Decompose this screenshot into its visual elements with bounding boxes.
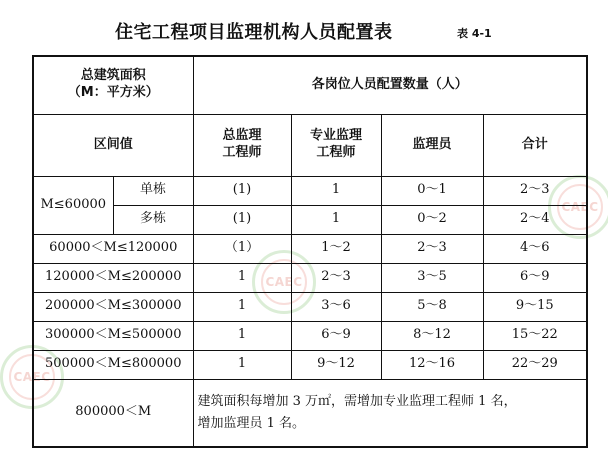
table-row [33,234,587,263]
header-specialist-engineer [291,114,381,176]
header-total: 合计 [483,114,587,176]
supervisor-cell: 5～8 [381,292,483,321]
header-chief-engineer [193,114,291,176]
header-supervisor: 监理员 [381,114,483,176]
table-row [33,321,587,350]
table-row [33,263,587,292]
chief-cell: 1 [193,292,291,321]
table-row [33,350,587,379]
specialist-cell: 2～3 [291,263,381,292]
range-cell: 300000＜M≤500000 [33,321,193,350]
sub-range-cell: 单栋 [113,176,193,205]
page-title: 住宅工程项目监理机构人员配置表 [115,22,393,43]
chief-cell: （1） [193,234,291,263]
header-range: 区间值 [33,114,193,176]
header-staffing-count: 各岗位人员配置数量（人） [193,56,587,114]
specialist-cell: 1 [291,176,381,205]
total-cell: 6～9 [483,263,587,292]
header-total-area-unit: （M：平方米） [67,85,159,101]
supervisor-cell: 0～2 [381,205,483,234]
supervisor-cell: 0～1 [381,176,483,205]
specialist-cell: 9～12 [291,350,381,379]
total-cell: 22～29 [483,350,587,379]
total-cell: 15～22 [483,321,587,350]
specialist-cell: 3～6 [291,292,381,321]
chief-cell: (1) [193,205,291,234]
range-cell: M≤60000 [33,176,113,234]
watermark-text: CAEC [265,275,303,289]
chief-cell: 1 [193,321,291,350]
table-row [33,205,587,234]
header-total-area-label: 总建筑面积 [80,68,146,84]
chief-cell: (1) [193,176,291,205]
header-total-area [33,56,193,114]
supervisor-cell: 8～12 [381,321,483,350]
range-cell: 200000＜M≤300000 [33,292,193,321]
sub-range-cell: 多栋 [113,205,193,234]
header-chief-engineer-line2: 工程师 [222,145,262,160]
range-cell: 120000＜M≤200000 [33,263,193,292]
watermark-text: CAEC [13,370,51,384]
total-cell: 2～4 [483,205,587,234]
header-specialist-engineer-line1: 专业监理 [309,128,362,144]
chief-cell: 1 [193,263,291,292]
supervisor-cell: 3～5 [381,263,483,292]
title-row [0,18,608,48]
supervisor-cell: 2～3 [381,234,483,263]
range-cell: 800000＜M [33,379,193,447]
table-row [33,292,587,321]
total-cell: 4～6 [483,234,587,263]
supervisor-cell: 12～16 [381,350,483,379]
total-cell: 2～3 [483,176,587,205]
header-chief-engineer-line1: 总监理 [222,128,262,144]
specialist-cell: 6～9 [291,321,381,350]
staffing-table [32,55,588,448]
note-line-1: 建筑面积每增加 3 万㎡，需增加专业监理工程师 1 名， [197,394,517,410]
specialist-cell: 1 [291,205,381,234]
total-cell: 9～15 [483,292,587,321]
header-specialist-engineer-line2: 工程师 [316,145,356,160]
range-cell: 500000＜M≤800000 [33,350,193,379]
watermark-text: CAEC [561,200,599,214]
table-row [33,379,587,447]
note-line-2: 增加监理员 1 名。 [197,415,306,431]
chief-cell: 1 [193,350,291,379]
table-number: 表 4-1 [457,27,492,40]
table-row [33,176,587,205]
note-cell [193,379,587,447]
specialist-cell: 1～2 [291,234,381,263]
range-cell: 60000＜M≤120000 [33,234,193,263]
